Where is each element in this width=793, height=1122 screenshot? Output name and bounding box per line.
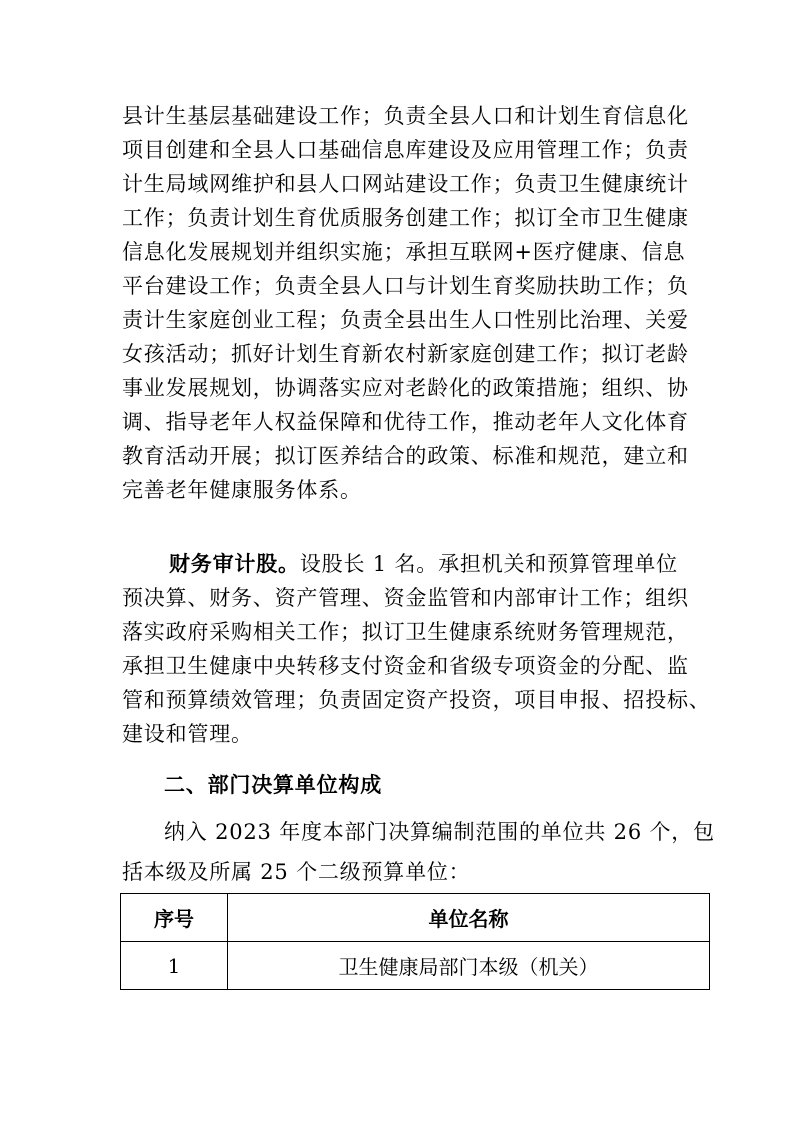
text-line: 工作；负责计划生育优质服务创建工作；拟订全市卫生健康 xyxy=(122,206,689,230)
paragraph-units-intro xyxy=(122,815,715,889)
table-cell-number: 1 xyxy=(121,942,228,990)
text-line: 县计生基层基础建设工作；负责全县人口和计划生育信息化 xyxy=(122,104,689,128)
text-line: 括本级及所属 25 个二级预算单位： xyxy=(122,860,471,884)
column-header-unit-name: 单位名称 xyxy=(228,894,710,942)
table-header-row xyxy=(121,894,710,942)
units-table xyxy=(120,893,710,990)
table-cell-unit-name: 卫生健康局部门本级（机关） xyxy=(228,942,710,990)
text-line: 纳入 2023 年度本部门决算编制范围的单位共 26 个，包 xyxy=(164,820,715,844)
text-line: 落实政府采购相关工作；拟订卫生健康系统财务管理规范， xyxy=(122,620,689,644)
text-line: 完善老年健康服务体系。 xyxy=(122,478,362,502)
text-line: 事业发展规划，协调落实应对老龄化的政策措施；组织、协 xyxy=(122,376,689,400)
text-line: 承担卫生健康中央转移支付资金和省级专项资金的分配、监 xyxy=(122,654,689,678)
column-header-number: 序号 xyxy=(121,894,228,942)
text-line: 计生局域网维护和县人口网站建设工作；负责卫生健康统计 xyxy=(122,172,689,196)
paragraph-responsibilities xyxy=(122,99,689,507)
paragraph-finance-audit xyxy=(122,547,711,751)
section-heading: 二、部门决算单位构成 xyxy=(164,773,382,797)
text-line: 女孩活动；抓好计划生育新农村新家庭创建工作；拟订老龄 xyxy=(122,342,689,366)
text-line: 调、指导老年人权益保障和优待工作，推动老年人文化体育 xyxy=(122,410,689,434)
text-line xyxy=(122,547,678,581)
text-line: 建设和管理。 xyxy=(122,722,253,746)
text-line: 预决算、财务、资产管理、资金监管和内部审计工作；组织 xyxy=(122,586,689,610)
text-line: 责计生家庭创业工程；负责全县出生人口性别比治理、关爱 xyxy=(122,308,689,332)
text-line: 教育活动开展；拟订医养结合的政策、标准和规范，建立和 xyxy=(122,444,689,468)
text-span: 设股长 1 名。承担机关和预算管理单位 xyxy=(299,552,678,576)
section-title-finance-audit: 财务审计股。 xyxy=(169,552,300,576)
text-line: 信息化发展规划并组织实施；承担互联网+医疗健康、信息 xyxy=(122,240,686,264)
text-line: 管和预算绩效管理；负责固定资产投资，项目申报、招投标、 xyxy=(122,688,711,712)
text-line: 平台建设工作；负责全县人口与计划生育奖励扶助工作；负 xyxy=(122,274,689,298)
text-line: 项目创建和全县人口基础信息库建设及应用管理工作；负责 xyxy=(122,138,689,162)
table-row xyxy=(121,942,710,990)
